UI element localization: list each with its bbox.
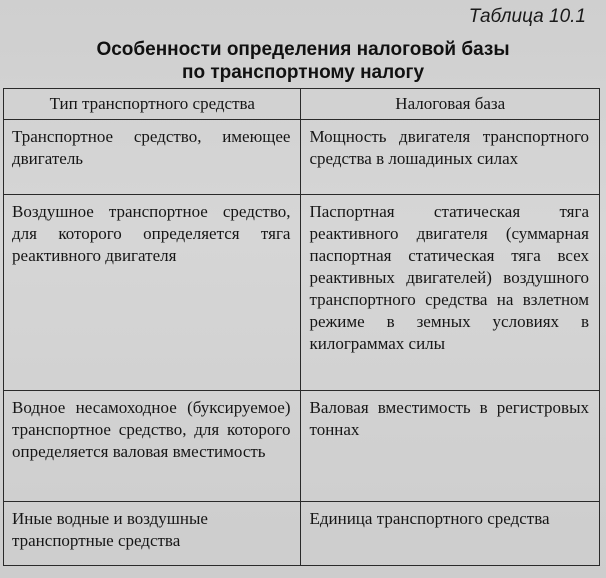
table-row	[4, 502, 600, 566]
tax-base-cell: Единица транспортного средства	[301, 502, 600, 566]
vehicle-type-cell: Транспортное средство, имеющее двигатель	[4, 120, 301, 195]
header-tax-base: Налоговая база	[301, 89, 600, 120]
table-header-row	[4, 89, 600, 120]
table-title-line-1: Особенности определения налоговой базы	[96, 39, 510, 60]
tax-base-cell: Паспортная статическая тяга реактивного двигателя (суммарная паспортная статическая тяга всех реактивных двигателей) воздушного транспортного средства на взлетном режиме в земных условиях в килограммах силы	[301, 194, 600, 390]
vehicle-type-cell: Воздушное транспортное средство, для которого определяется тяга реактивного двигателя	[4, 194, 301, 390]
table-row	[4, 194, 600, 390]
vehicle-type-cell: Водное несамоходное (буксируемое) транспортное средство, для которого определяется валовая вместимость	[4, 390, 301, 502]
header-vehicle-type: Тип транспортного средства	[4, 89, 301, 120]
table-number-label: Таблица 10.1	[468, 6, 586, 27]
table-title	[0, 38, 606, 84]
table-title-line-2: по транспортному налогу	[181, 62, 425, 83]
tax-base-cell: Мощность двигателя транспортного средства в лошадиных силах	[301, 120, 600, 195]
tax-base-table	[3, 88, 600, 566]
tax-base-cell: Валовая вместимость в регистровых тоннах	[301, 390, 600, 502]
table-row	[4, 120, 600, 195]
table-row	[4, 390, 600, 502]
vehicle-type-cell: Иные водные и воздушные транспортные средства	[4, 502, 301, 566]
